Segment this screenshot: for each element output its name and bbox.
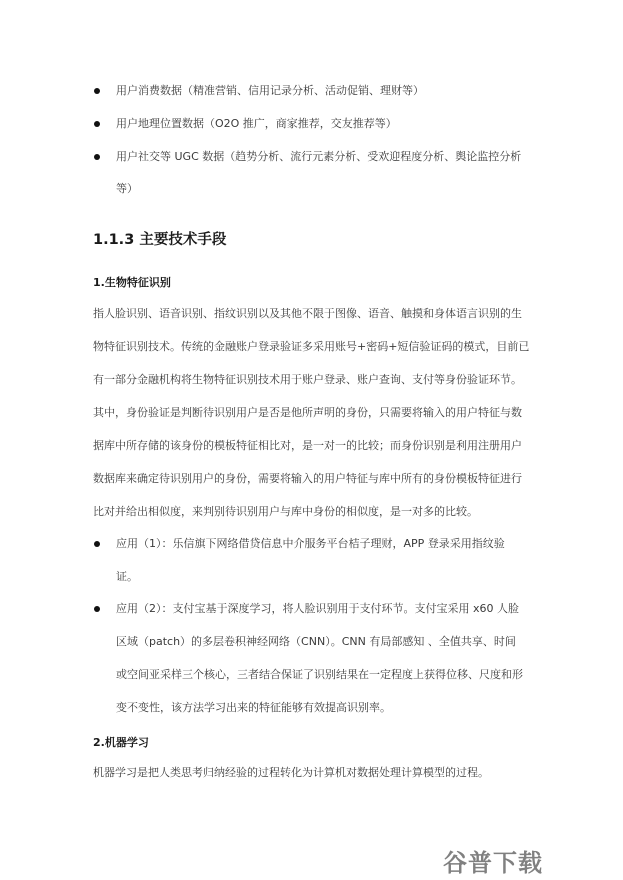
bullet-text: 用户社交等 UGC 数据（趋势分析、流行元素分析、受欢迎程度分析、舆论监控分析 xyxy=(116,150,522,163)
bullet-icon xyxy=(94,154,100,160)
bullet-text: 应用（1）：乐信旗下网络借贷信息中介服务平台桔子理财，APP 登录采用指纹验 xyxy=(116,537,505,550)
bullet-text: 应用（2）：支付宝基于深度学习，将人脸识别用于支付环节。支付宝采用 x60 人脸 xyxy=(116,602,519,615)
bullet-text: 等） xyxy=(116,182,138,195)
bullet-text: 区域（patch）的多层卷积神经网络（CNN）。CNN 有局部感知 、全值共享、时间 xyxy=(116,635,516,648)
bullet-text: 用户地理位置数据（O2O 推广，商家推荐，交友推荐等） xyxy=(116,117,397,130)
bullet-icon xyxy=(94,541,100,547)
bullet-text: 用户消费数据（精准营销、信用记录分析、活动促销、理财等） xyxy=(116,84,424,97)
bullet-icon xyxy=(94,88,100,94)
paragraph-line: 数据库来确定待识别用户的身份，需要将输入的用户特征与库中所有的身份模板特征进行 xyxy=(93,472,522,485)
paragraph-line: 比对并给出相似度，来判别待识别用户与库中身份的相似度，是一对多的比较。 xyxy=(93,505,478,518)
section-heading: 1.1.3 主要技术手段 xyxy=(93,232,227,248)
paragraph-line: 其中，身份验证是判断待识别用户是否是他所声明的身份，只需要将输入的用户特征与数 xyxy=(93,406,522,419)
bullet-text: 变不变性，该方法学习出来的特征能够有效提高识别率。 xyxy=(116,701,391,714)
paragraph-line: 据库中所存储的该身份的模板特征相比对，是一对一的比较；而身份识别是利用注册用户 xyxy=(93,439,522,452)
paragraph-line: 指人脸识别、语音识别、指纹识别以及其他不限于图像、语音、触摸和身体语言识别的生 xyxy=(93,307,522,320)
watermark-logo: 谷普下载 xyxy=(443,849,543,877)
bullet-text: 证。 xyxy=(116,570,138,583)
bullet-text: 或空间亚采样三个核心，三者结合保证了识别结果在一定程度上获得位移、尺度和形 xyxy=(116,668,523,681)
bullet-icon xyxy=(94,606,100,612)
subsection-heading: 1.生物特征识别 xyxy=(93,276,171,289)
paragraph-line: 有一部分金融机构将生物特征识别技术用于账户登录、账户查询、支付等身份验证环节。 xyxy=(93,373,522,386)
paragraph-line: 机器学习是把人类思考归纳经验的过程转化为计算机对数据处理计算模型的过程。 xyxy=(93,766,489,779)
paragraph-line: 物特征识别技术。传统的金融账户登录验证多采用账号+密码+短信验证码的模式，目前已 xyxy=(93,340,530,353)
subsection-heading: 2.机器学习 xyxy=(93,736,149,749)
bullet-icon xyxy=(94,121,100,127)
